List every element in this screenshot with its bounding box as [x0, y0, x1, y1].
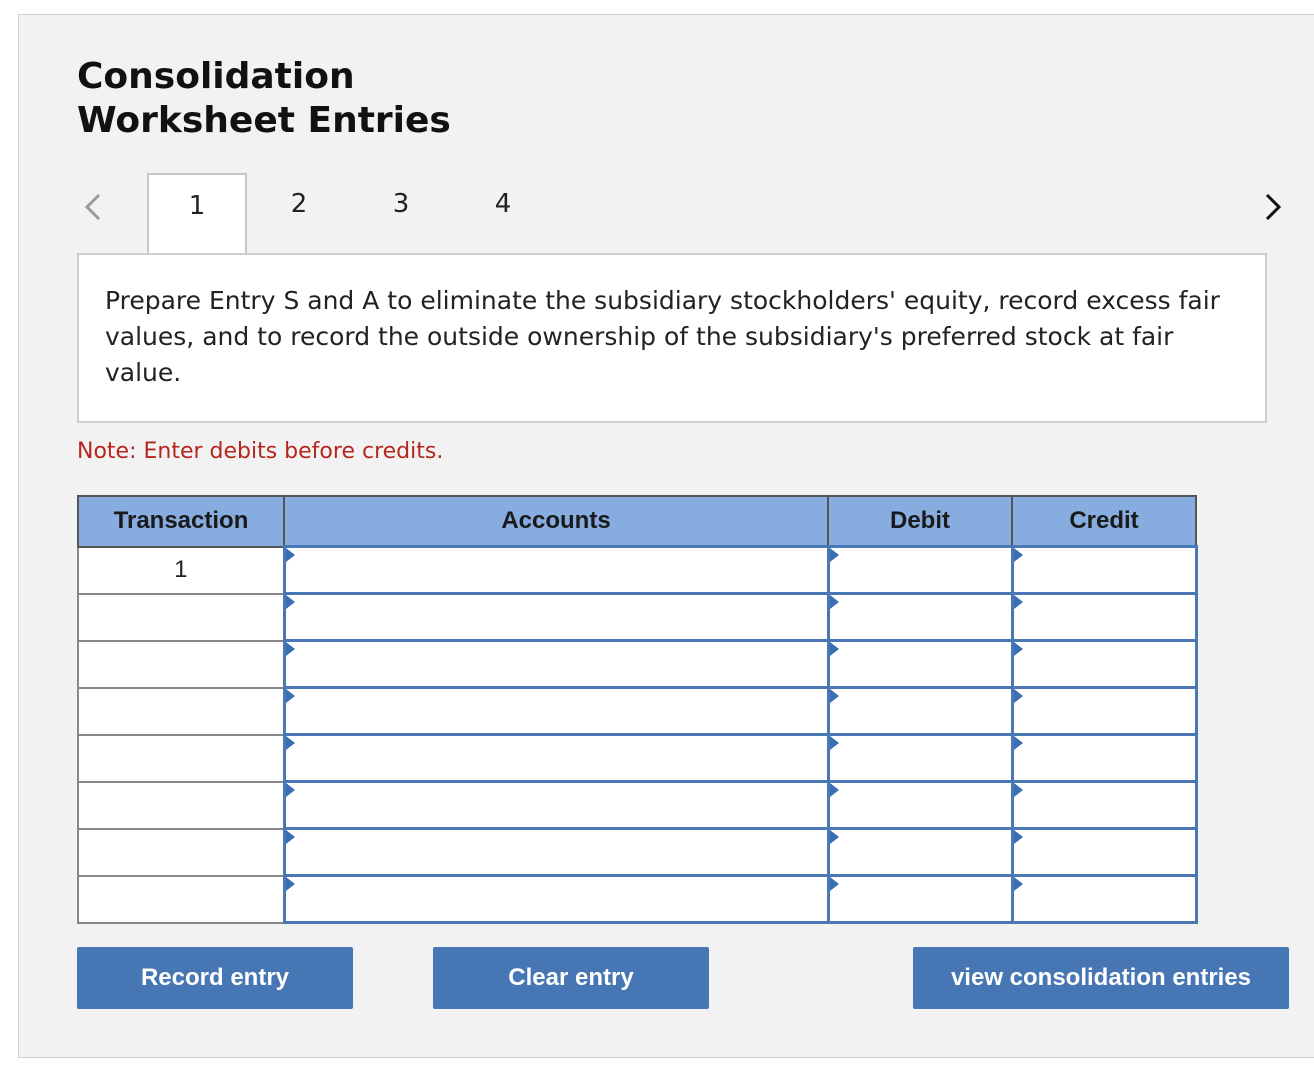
debit-input[interactable]	[830, 595, 1011, 639]
transaction-cell	[78, 688, 284, 735]
debit-cell[interactable]	[828, 735, 1012, 782]
debit-cell[interactable]	[828, 641, 1012, 688]
prev-page-button[interactable]	[79, 187, 109, 227]
account-input[interactable]	[286, 642, 827, 686]
account-input[interactable]	[286, 548, 827, 592]
next-page-button[interactable]	[1257, 187, 1287, 227]
credit-input[interactable]	[1014, 830, 1195, 874]
account-input[interactable]	[286, 877, 827, 921]
transaction-cell	[78, 735, 284, 782]
account-cell[interactable]	[284, 735, 828, 782]
table-row	[78, 641, 1196, 688]
credit-input[interactable]	[1014, 736, 1195, 780]
tab-1[interactable]: 1	[147, 173, 247, 253]
account-cell[interactable]	[284, 594, 828, 641]
tab-3[interactable]: 3	[392, 189, 410, 219]
credit-cell[interactable]	[1012, 782, 1196, 829]
clear-entry-button[interactable]: Clear entry	[433, 947, 709, 1009]
header-transaction: Transaction	[78, 496, 284, 547]
debit-input[interactable]	[830, 830, 1011, 874]
debit-input[interactable]	[830, 736, 1011, 780]
credit-input[interactable]	[1014, 548, 1195, 592]
table-row	[78, 547, 1196, 594]
debit-input[interactable]	[830, 548, 1011, 592]
account-cell[interactable]	[284, 547, 828, 594]
page-title	[77, 55, 451, 143]
chevron-right-icon	[1257, 187, 1287, 227]
credit-input[interactable]	[1014, 689, 1195, 733]
account-cell[interactable]	[284, 829, 828, 876]
credit-cell[interactable]	[1012, 876, 1196, 923]
account-input[interactable]	[286, 830, 827, 874]
transaction-cell	[78, 594, 284, 641]
page-title-line2: Worksheet Entries	[77, 100, 451, 141]
account-input[interactable]	[286, 595, 827, 639]
journal-entry-table	[77, 495, 1198, 924]
account-input[interactable]	[286, 783, 827, 827]
header-credit: Credit	[1012, 496, 1196, 547]
credit-cell[interactable]	[1012, 688, 1196, 735]
credit-cell[interactable]	[1012, 829, 1196, 876]
account-input[interactable]	[286, 736, 827, 780]
page-title-line1: Consolidation	[77, 56, 355, 97]
record-entry-button[interactable]: Record entry	[77, 947, 353, 1009]
table-header-row	[78, 496, 1196, 547]
credit-input[interactable]	[1014, 642, 1195, 686]
header-debit: Debit	[828, 496, 1012, 547]
note-text: Note: Enter debits before credits.	[77, 439, 444, 464]
chevron-left-icon	[79, 187, 109, 227]
header-accounts: Accounts	[284, 496, 828, 547]
debit-input[interactable]	[830, 877, 1011, 921]
debit-cell[interactable]	[828, 876, 1012, 923]
worksheet-panel	[18, 14, 1314, 1058]
table-row	[78, 688, 1196, 735]
table-row	[78, 829, 1196, 876]
account-cell[interactable]	[284, 876, 828, 923]
debit-input[interactable]	[830, 689, 1011, 733]
instructions-box: Prepare Entry S and A to eliminate the subsidiary stockholders' equity, record excess fair values, and to record the outside ownership of the subsidiary's preferred stock at fair value.	[77, 253, 1267, 423]
debit-cell[interactable]	[828, 547, 1012, 594]
debit-input[interactable]	[830, 642, 1011, 686]
credit-cell[interactable]	[1012, 594, 1196, 641]
debit-input[interactable]	[830, 783, 1011, 827]
transaction-cell: 1	[78, 547, 284, 594]
credit-input[interactable]	[1014, 595, 1195, 639]
credit-cell[interactable]	[1012, 547, 1196, 594]
view-consolidation-entries-button[interactable]: view consolidation entries	[913, 947, 1289, 1009]
table-row	[78, 594, 1196, 641]
debit-cell[interactable]	[828, 688, 1012, 735]
credit-cell[interactable]	[1012, 641, 1196, 688]
table-row	[78, 876, 1196, 923]
account-cell[interactable]	[284, 782, 828, 829]
debit-cell[interactable]	[828, 782, 1012, 829]
transaction-cell	[78, 876, 284, 923]
credit-input[interactable]	[1014, 877, 1195, 921]
tab-4[interactable]: 4	[494, 189, 512, 219]
table-row	[78, 735, 1196, 782]
tab-2[interactable]: 2	[290, 189, 308, 219]
account-cell[interactable]	[284, 688, 828, 735]
account-cell[interactable]	[284, 641, 828, 688]
transaction-cell	[78, 641, 284, 688]
account-input[interactable]	[286, 689, 827, 733]
credit-input[interactable]	[1014, 783, 1195, 827]
debit-cell[interactable]	[828, 829, 1012, 876]
credit-cell[interactable]	[1012, 735, 1196, 782]
transaction-cell	[78, 829, 284, 876]
debit-cell[interactable]	[828, 594, 1012, 641]
table-row	[78, 782, 1196, 829]
transaction-cell	[78, 782, 284, 829]
